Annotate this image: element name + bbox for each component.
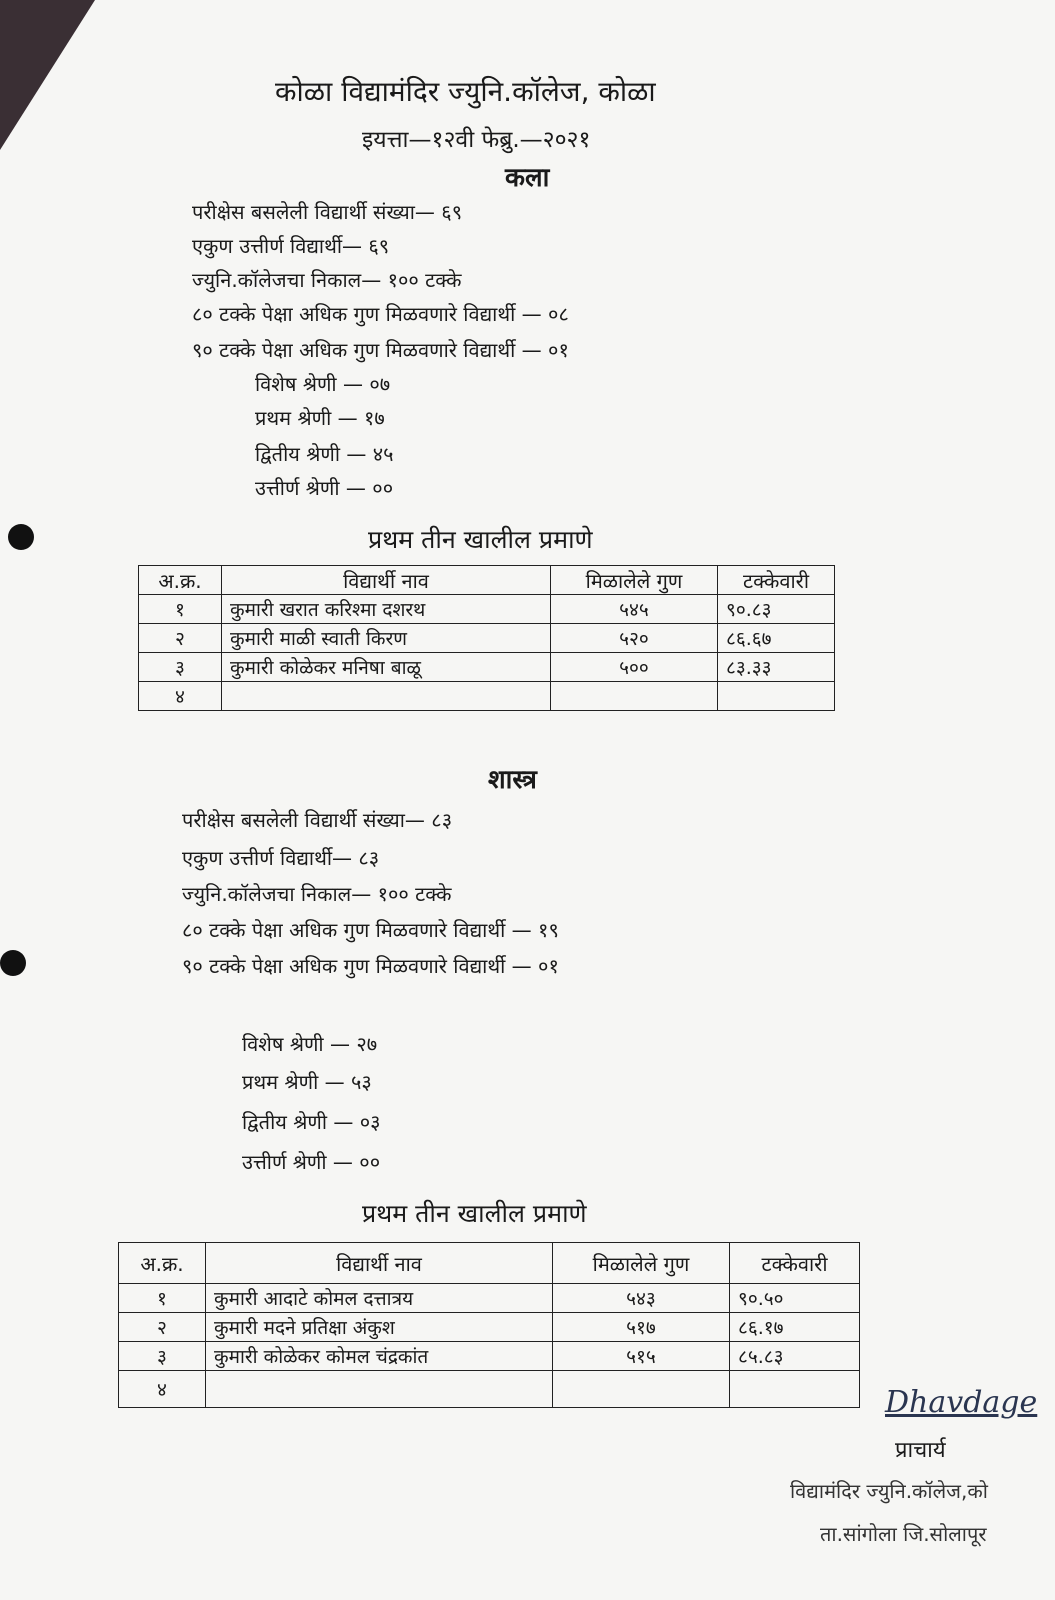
- rank-cell: २: [119, 1313, 206, 1342]
- percent-cell: ८३.३३: [718, 653, 835, 682]
- table-row: [139, 624, 835, 653]
- arts-grade: उत्तीर्ण श्रेणी — ००: [255, 476, 394, 500]
- punch-hole-bottom: [0, 950, 26, 976]
- table-row: [139, 653, 835, 682]
- arts-grade: प्रथम श्रेणी — १७: [255, 406, 385, 430]
- column-header: विद्यार्थी नाव: [206, 1243, 553, 1284]
- table-row: [139, 682, 835, 711]
- science-heading: शास्त्र: [488, 765, 537, 795]
- table-row: [139, 595, 835, 624]
- arts-line: ज्युनि.कॉलेजचा निकाल— १०० टक्के: [192, 268, 462, 292]
- table-row: [119, 1313, 860, 1342]
- page-corner-shadow: [0, 0, 95, 150]
- name-cell: कुमारी माळी स्वाती किरण: [222, 624, 551, 653]
- name-cell: [206, 1371, 553, 1408]
- arts-line: ९० टक्के पेक्षा अधिक गुण मिळवणारे विद्यार्थी — ०१: [192, 338, 569, 362]
- marks-cell: [553, 1371, 730, 1408]
- percent-cell: [730, 1371, 860, 1408]
- rank-cell: १: [119, 1284, 206, 1313]
- table-row: [119, 1371, 860, 1408]
- percent-cell: ९०.५०: [730, 1284, 860, 1313]
- rank-cell: १: [139, 595, 222, 624]
- science-line: ज्युनि.कॉलेजचा निकाल— १०० टक्के: [182, 882, 452, 906]
- arts-grade: द्वितीय श्रेणी — ४५: [255, 442, 394, 466]
- science-line: परीक्षेस बसलेली विद्यार्थी संख्या— ८३: [182, 808, 453, 832]
- name-cell: कुमारी कोळेकर कोमल चंद्रकांत: [206, 1342, 553, 1371]
- marks-cell: [551, 682, 718, 711]
- table-row: [119, 1284, 860, 1313]
- column-header: टक्केवारी: [730, 1243, 860, 1284]
- arts-line: ८० टक्के पेक्षा अधिक गुण मिळवणारे विद्यार्थी — ०८: [192, 302, 569, 326]
- marks-cell: ५४५: [551, 595, 718, 624]
- rank-cell: ३: [139, 653, 222, 682]
- stamp-institution: विद्यामंदिर ज्युनि.कॉलेज,को: [790, 1479, 988, 1503]
- college-title: कोळा विद्यामंदिर ज्युनि.कॉलेज, कोळा: [275, 75, 656, 108]
- percent-cell: ९०.८३: [718, 595, 835, 624]
- arts-results-table: [138, 565, 835, 711]
- rank-cell: ४: [119, 1371, 206, 1408]
- rank-cell: ३: [119, 1342, 206, 1371]
- arts-top-heading: प्रथम तीन खालील प्रमाणे: [368, 525, 593, 554]
- arts-line: एकुण उत्तीर्ण विद्यार्थी— ६९: [192, 234, 390, 258]
- science-top-heading: प्रथम तीन खालील प्रमाणे: [362, 1199, 587, 1228]
- column-header: अ.क्र.: [139, 566, 222, 595]
- marks-cell: ५१५: [553, 1342, 730, 1371]
- science-grade: द्वितीय श्रेणी — ०३: [242, 1110, 381, 1134]
- table-header-row: [139, 566, 835, 595]
- science-line: ८० टक्के पेक्षा अधिक गुण मिळवणारे विद्यार्थी — १९: [182, 918, 559, 942]
- rank-cell: २: [139, 624, 222, 653]
- principal-role: प्राचार्य: [895, 1438, 946, 1463]
- exam-subtitle: इयत्ता—१२वी फेब्रु.—२०२१: [362, 127, 591, 153]
- column-header: मिळालेले गुण: [553, 1243, 730, 1284]
- principal-signature: Dhavdage: [885, 1385, 1038, 1420]
- rank-cell: ४: [139, 682, 222, 711]
- marks-cell: ५१७: [553, 1313, 730, 1342]
- name-cell: कुमारी आदाटे कोमल दत्तात्रय: [206, 1284, 553, 1313]
- column-header: मिळालेले गुण: [551, 566, 718, 595]
- stamp-address: ता.सांगोला जि.सोलापूर: [820, 1522, 987, 1546]
- science-grade: प्रथम श्रेणी — ५३: [242, 1070, 372, 1094]
- percent-cell: ८५.८३: [730, 1342, 860, 1371]
- name-cell: कुमारी कोळेकर मनिषा बाळू: [222, 653, 551, 682]
- science-grade: विशेष श्रेणी — २७: [242, 1032, 378, 1056]
- column-header: टक्केवारी: [718, 566, 835, 595]
- name-cell: [222, 682, 551, 711]
- science-line: ९० टक्के पेक्षा अधिक गुण मिळवणारे विद्यार्थी — ०१: [182, 954, 559, 978]
- punch-hole-top: [8, 524, 34, 550]
- percent-cell: ८६.१७: [730, 1313, 860, 1342]
- name-cell: कुमारी मदने प्रतिक्षा अंकुश: [206, 1313, 553, 1342]
- column-header: अ.क्र.: [119, 1243, 206, 1284]
- percent-cell: ८६.६७: [718, 624, 835, 653]
- marks-cell: ५००: [551, 653, 718, 682]
- science-line: एकुण उत्तीर्ण विद्यार्थी— ८३: [182, 846, 380, 870]
- science-grade: उत्तीर्ण श्रेणी — ००: [242, 1150, 381, 1174]
- arts-heading: कला: [505, 163, 550, 193]
- column-header: विद्यार्थी नाव: [222, 566, 551, 595]
- arts-grade: विशेष श्रेणी — ०७: [255, 372, 391, 396]
- table-header-row: [119, 1243, 860, 1284]
- name-cell: कुमारी खरात करिश्मा दशरथ: [222, 595, 551, 624]
- percent-cell: [718, 682, 835, 711]
- arts-line: परीक्षेस बसलेली विद्यार्थी संख्या— ६९: [192, 200, 463, 224]
- table-row: [119, 1342, 860, 1371]
- marks-cell: ५२०: [551, 624, 718, 653]
- science-results-table: [118, 1242, 860, 1408]
- marks-cell: ५४३: [553, 1284, 730, 1313]
